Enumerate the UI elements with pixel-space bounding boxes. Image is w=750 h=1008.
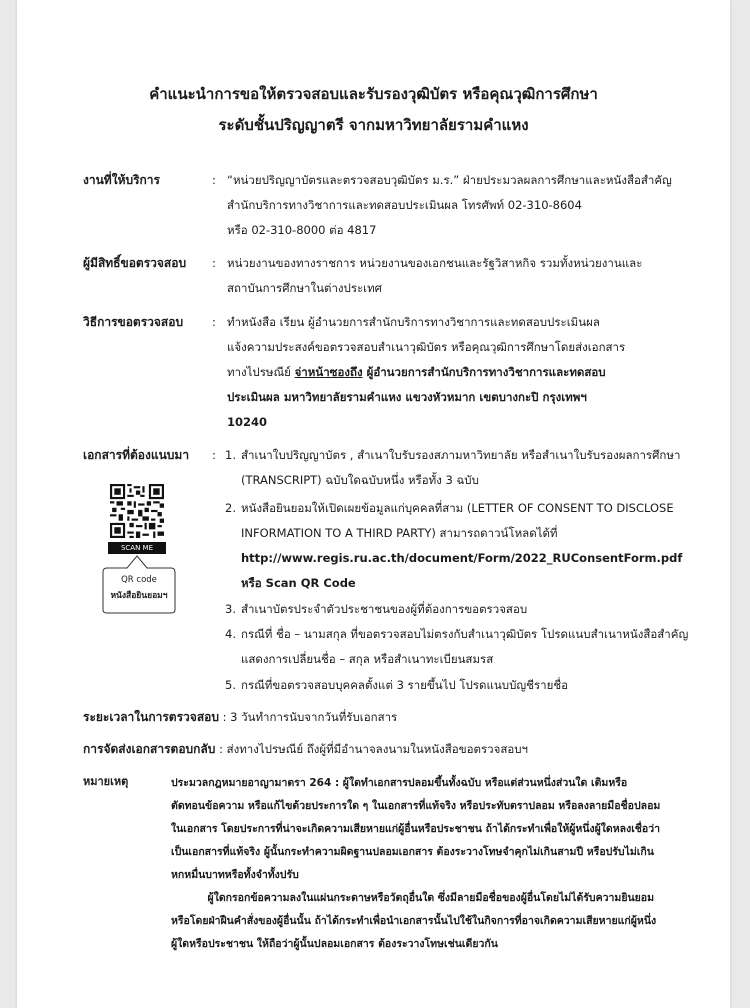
method-postcode: 10240	[227, 415, 268, 429]
qr-caption-line-2: หนังสือยินยอมฯ	[110, 591, 168, 601]
duration-label: ระยะเวลาในการตรวจสอบ	[83, 710, 219, 724]
item-text: กรณีที่ขอตรวจสอบบุคคลตั้งแต่ 3 รายขึ้นไป โปรดแนบบัญชีรายชื่อ	[241, 678, 569, 692]
service-line: หรือ 02-310-8000 ต่อ 4817	[227, 223, 377, 237]
duration-section	[83, 705, 397, 730]
eligible-value	[227, 251, 687, 301]
document-item-3	[225, 597, 527, 622]
document-item-5	[225, 673, 568, 698]
method-line: ทำหนังสือ เรียน ผู้อำนวยการสำนักบริการทางวิชาการและทดสอบประเมินผล	[227, 315, 600, 329]
item-text: INFORMATION TO A THIRD PARTY) สามารถดาวน์โหลดได้ที่	[241, 526, 558, 540]
delivery-section	[83, 737, 528, 762]
qr-code-icon[interactable]	[110, 484, 164, 538]
item-text: กรณีที่ ชื่อ – นามสกุล ที่ขอตรวจสอบไม่ตรงกับสำเนาวุฒิบัตร โปรดแนบสำเนาหนังสือสำคัญ	[241, 627, 689, 641]
scan-qr-text: หรือ Scan QR Code	[241, 576, 356, 590]
delivery-label: การจัดส่งเอกสารตอบกลับ	[83, 742, 216, 756]
service-value	[227, 168, 687, 243]
duration-colon: :	[222, 710, 227, 724]
item-text: สำเนาบัตรประจำตัวประชาชนของผู้ที่ต้องการขอตรวจสอบ	[241, 602, 528, 616]
document-page	[17, 0, 730, 1008]
documents-label: เอกสารที่ต้องแนบมา	[83, 448, 190, 462]
item-text: หนังสือยินยอมให้เปิดเผยข้อมูลแก่บุคคลที่สาม (LETTER OF CONSENT TO DISCLOSE	[241, 501, 674, 515]
scan-me-label: SCAN ME	[108, 542, 166, 554]
qr-caption-line-1: QR code	[121, 575, 157, 585]
service-line: สำนักบริการทางวิชาการและทดสอบประเมินผล โทรศัพท์ 02-310-8604	[227, 198, 582, 212]
item-text: สำเนาใบปริญญาบัตร , สำเนาใบรับรองสภามหาวิทยาลัย หรือสำเนาใบรับรองผลการศึกษา	[241, 448, 681, 462]
method-address-line: ประเมินผล มหาวิทยาลัยรามคำแหง แขวงหัวหมาก เขตบางกะปิ กรุงเทพฯ	[227, 390, 587, 404]
eligible-line: สถาบันการศึกษาในต่างประเทศ	[227, 281, 382, 295]
item-number: 5.	[225, 678, 236, 692]
qr-caption	[101, 572, 177, 604]
eligible-line: หน่วยงานของทางราชการ หน่วยงานของเอกชนและรัฐวิสาหกิจ รวมทั้งหน่วยงานและ	[227, 256, 643, 270]
service-label: งานที่ให้บริการ	[83, 173, 160, 187]
item-number: 3.	[225, 602, 236, 616]
note-line: ตัดทอนข้อความ หรือแก้ไขด้วยประการใด ๆ ในเอกสารที่แท้จริง หรือประทับตราปลอม หรือลงลายมือชื่อปลอม	[171, 800, 661, 812]
method-line-address	[227, 360, 687, 385]
method-label: วิธีการขอตรวจสอบ	[83, 315, 184, 329]
document-item-2	[225, 496, 682, 596]
item-text: แสดงการเปลี่ยนชื่อ – สกุล หรือสำเนาทะเบียนสมรส	[241, 652, 494, 666]
document-title-line-1: คำแนะนำการขอให้ตรวจสอบและรับรองวุฒิบัตร หรือคุณวุฒิการศึกษา	[149, 85, 598, 103]
item-number: 1.	[225, 448, 236, 462]
eligible-label: ผู้มีสิทธิ์ขอตรวจสอบ	[83, 256, 187, 270]
method-colon: :	[212, 315, 216, 329]
documents-colon: :	[212, 448, 216, 462]
note-label: หมายเหตุ	[83, 775, 129, 788]
item-number: 4.	[225, 627, 236, 641]
service-line: “หน่วยปริญญาบัตรและตรวจสอบวุฒิบัตร ม.ร.” ฝ่ายประมวลผลการศึกษาและหนังสือสำคัญ	[227, 173, 672, 187]
delivery-value: ส่งทางไปรษณีย์ ถึงผู้ที่มีอำนาจลงนามในหนังสือขอตรวจสอบฯ	[226, 742, 528, 756]
note-line: ผู้ใดกรอกข้อความลงในแผ่นกระดาษหรือวัตถุอื่นใด ซึ่งมีลายมือชื่อของผู้อื่นโดยไม่ได้รับความยินยอม	[171, 892, 655, 904]
method-line: แจ้งความประสงค์ขอตรวจสอบสำเนาวุฒิบัตร หรือคุณวุฒิการศึกษาโดยส่งเอกสาร	[227, 340, 626, 354]
method-value	[227, 310, 687, 435]
duration-value: 3 วันทำการนับจากวันที่รับเอกสาร	[230, 710, 398, 724]
note-body	[171, 772, 696, 956]
note-line: หกหมื่นบาทหรือทั้งจำทั้งปรับ	[171, 869, 299, 881]
method-address-recipient: ผู้อำนวยการสำนักบริการทางวิชาการและทดสอบ	[362, 365, 606, 379]
item-text: (TRANSCRIPT) ฉบับใดฉบับหนึ่ง หรือทั้ง 3 ฉบับ	[241, 473, 479, 487]
note-line: ประมวลกฎหมายอาญามาตรา 264 : ผู้ใดทำเอกสารปลอมขึ้นทั้งฉบับ หรือแต่ส่วนหนึ่งส่วนใด เติมหรือ	[171, 777, 628, 789]
document-title-line-2: ระดับชั้นปริญญาตรี จากมหาวิทยาลัยรามคำแหง	[218, 116, 529, 134]
document-item-4	[225, 622, 688, 672]
delivery-colon: :	[219, 742, 223, 756]
note-line: เป็นเอกสารที่แท้จริง ผู้นั้นกระทำความผิดฐานปลอมเอกสาร ต้องระวางโทษจำคุกไม่เกินสามปี หรือปรับไม่เกิน	[171, 846, 654, 858]
note-line: ผู้ใดหรือประชาชน ให้ถือว่าผู้นั้นปลอมเอกสาร ต้องระวางโทษเช่นเดียวกัน	[171, 938, 498, 950]
eligible-colon: :	[212, 256, 216, 270]
item-number: 2.	[225, 501, 236, 515]
note-line: ในเอกสาร โดยประการที่น่าจะเกิดความเสียหายแก่ผู้อื่นหรือประชาชน ถ้าได้กระทำเพื่อให้ผู้หนึ่งผู้ใดหลงเชื่อว่า	[171, 823, 661, 835]
service-colon: :	[212, 173, 216, 187]
document-item-1	[225, 443, 680, 493]
consent-form-link[interactable]: http://www.regis.ru.ac.th/document/Form/2022_RUConsentForm.pdf	[241, 551, 683, 565]
method-line-prefix: ทางไปรษณีย์	[227, 365, 295, 379]
method-address-to: จ่าหน้าซองถึง	[294, 365, 363, 379]
note-line: หรือโดยฝ่าฝืนคำสั่งของผู้อื่นนั้น ถ้าได้กระทำเพื่อนำเอกสารนั้นไปใช้ในกิจการที่อาจเกิดความเสียหายแก่ผู้หนึ่ง	[171, 915, 657, 927]
